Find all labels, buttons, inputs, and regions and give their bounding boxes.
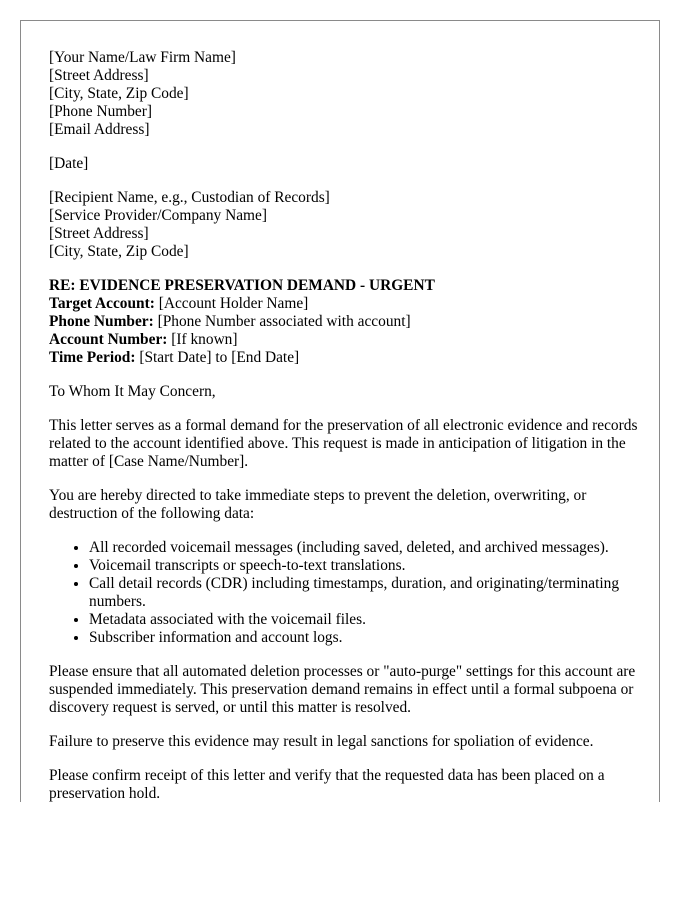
account-number-label: Account Number: [49, 331, 168, 348]
autopurge-paragraph: Please ensure that all automated deletion processes or "auto-purge" settings for this account are suspended immediately. This preservation demand remains in effect until a formal subpoena or discovery request is served, or until this matter is resolved. [49, 663, 636, 716]
list-item: • All recorded voicemail messages (including saved, deleted, and archived messages). [89, 539, 649, 557]
list-item: • Metadata associated with the voicemail files. [89, 611, 649, 629]
sender-address [49, 49, 649, 139]
target-account-line [49, 295, 649, 313]
phone-number-line [49, 313, 649, 331]
time-period-label: Time Period: [49, 349, 136, 366]
time-period-line [49, 349, 649, 367]
phone-number-label: Phone Number: [49, 313, 154, 330]
recipient-name: [Recipient Name, e.g., Custodian of Records] [49, 189, 330, 206]
list-item: • Subscriber information and account logs. [89, 629, 649, 647]
directive-paragraph: You are hereby directed to take immediate steps to prevent the deletion, overwriting, or destruction of the following data: [49, 487, 587, 522]
sender-street: [Street Address] [49, 67, 149, 84]
target-account-value: [Account Holder Name] [154, 295, 309, 312]
account-number-line [49, 331, 649, 349]
data-items-list [49, 539, 649, 647]
phone-number-value: [Phone Number associated with account] [153, 313, 411, 330]
sender-phone: [Phone Number] [49, 103, 153, 120]
intro-paragraph: This letter serves as a formal demand for the preservation of all electronic evidence and records related to the account identified above. This request is made in anticipation of litigation in the matter of [Case Name/Number]. [49, 417, 638, 470]
letter-content [49, 49, 649, 802]
sanctions-paragraph: Failure to preserve this evidence may result in legal sanctions for spoliation of evidence. [49, 733, 594, 750]
account-number-value: [If known] [167, 331, 238, 348]
re-block [49, 277, 649, 367]
letter-page [20, 20, 660, 802]
target-account-label: Target Account: [49, 295, 155, 312]
salutation: To Whom It May Concern, [49, 383, 216, 400]
sender-email: [Email Address] [49, 121, 150, 138]
recipient-company: [Service Provider/Company Name] [49, 207, 267, 224]
letter-date [49, 155, 649, 173]
recipient-street: [Street Address] [49, 225, 149, 242]
recipient-address [49, 189, 649, 261]
time-period-value: [Start Date] to [End Date] [135, 349, 300, 366]
list-item: • Voicemail transcripts or speech-to-text translations. [89, 557, 649, 575]
recipient-city: [City, State, Zip Code] [49, 243, 189, 260]
re-title: RE: EVIDENCE PRESERVATION DEMAND - URGENT [49, 277, 435, 294]
sender-name: [Your Name/Law Firm Name] [49, 49, 236, 66]
sender-city: [City, State, Zip Code] [49, 85, 189, 102]
list-item: • Call detail records (CDR) including timestamps, duration, and originating/terminating numbers. [89, 575, 649, 611]
confirm-paragraph: Please confirm receipt of this letter and verify that the requested data has been placed on a preservation hold. [49, 767, 605, 802]
date-text: [Date] [49, 155, 89, 172]
